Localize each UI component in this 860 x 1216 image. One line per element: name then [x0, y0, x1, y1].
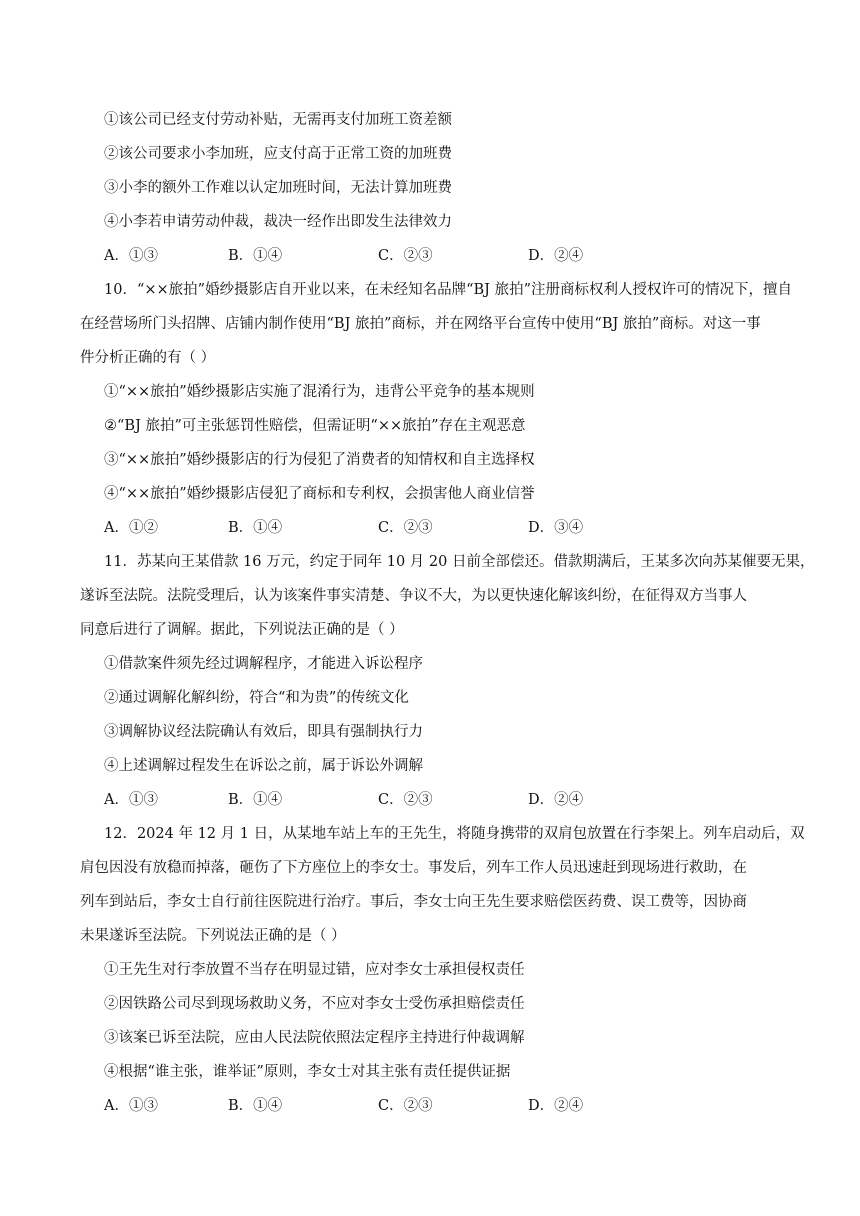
question-stem-line: 同意后进行了调解。据此，下列说法正确的是（ ）	[80, 622, 404, 638]
option-b[interactable]: B．①④	[228, 792, 283, 808]
option-d[interactable]: D．②④	[528, 1098, 584, 1114]
statement-2: ②通过调解化解纠纷，符合“和为贵”的传统文化	[104, 690, 409, 706]
answer-options	[104, 790, 804, 810]
option-c[interactable]: C．②③	[378, 1098, 433, 1114]
statement-3: ③“××旅拍”婚纱摄影店的行为侵犯了消费者的知情权和自主选择权	[104, 452, 535, 468]
statement-2: ②因铁路公司尽到现场救助义务，不应对李女士受伤承担赔偿责任	[104, 996, 525, 1012]
option-c[interactable]: C．②③	[378, 248, 433, 264]
statement-1: ①该公司已经支付劳动补贴，无需再支付加班工资差额	[104, 112, 452, 128]
option-a[interactable]: A．①③	[104, 1098, 158, 1114]
statement-1: ①王先生对行李放置不当存在明显过错，应对李女士承担侵权责任	[104, 962, 525, 978]
question-stem-line: 在经营场所门头招牌、店铺内制作使用“BJ 旅拍”商标，并在网络平台宣传中使用“BJ 旅拍”商标。对这一事	[80, 316, 761, 332]
option-d[interactable]: D．②④	[528, 248, 584, 264]
statement-4: ④小李若申请劳动仲裁，裁决一经作出即发生法律效力	[104, 214, 452, 230]
answer-options	[104, 1096, 804, 1116]
option-d[interactable]: D．②④	[528, 792, 584, 808]
question-stem-line: 遂诉至法院。法院受理后，认为该案件事实清楚、争议不大，为以更快速化解该纠纷，在征得双方当事人	[80, 588, 747, 604]
question-stem-line: 未果遂诉至法院。下列说法正确的是（ ）	[80, 928, 346, 944]
question-stem-line: 肩包因没有放稳而掉落，砸伤了下方座位上的李女士。事发后，列车工作人员迅速赶到现场进行救助，在	[80, 860, 747, 876]
statement-1: ①借款案件须先经过调解程序，才能进入诉讼程序	[104, 656, 423, 672]
statement-4: ④根据“谁主张，谁举证”原则，李女士对其主张有责任提供证据	[104, 1064, 511, 1080]
statement-4: ④上述调解过程发生在诉讼之前，属于诉讼外调解	[104, 758, 423, 774]
question-stem-line: 12．2024 年 12 月 1 日，从某地车站上车的王先生，将随身携带的双肩包放置在行李架上。列车启动后，双	[104, 826, 805, 842]
question-stem-line: 11．苏某向王某借款 16 万元，约定于同年 10 月 20 日前全部偿还。借款期满后，王某多次向苏某催要无果，	[104, 554, 815, 570]
option-a[interactable]: A．①②	[104, 520, 158, 536]
statement-1: ①“××旅拍”婚纱摄影店实施了混淆行为，违背公平竞争的基本规则	[104, 384, 535, 400]
statement-2: ②该公司要求小李加班，应支付高于正常工资的加班费	[104, 146, 452, 162]
option-c[interactable]: C．②③	[378, 520, 433, 536]
question-stem-line: 10．“××旅拍”婚纱摄影店自开业以来，在未经知名品牌“BJ 旅拍”注册商标权利人授权许可的情况下，擅自	[104, 282, 792, 298]
option-b[interactable]: B．①④	[228, 1098, 283, 1114]
answer-options	[104, 518, 804, 538]
option-b[interactable]: B．①④	[228, 248, 283, 264]
statement-3: ③该案已诉至法院，应由人民法院依照法定程序主持进行仲裁调解	[104, 1030, 525, 1046]
option-c[interactable]: C．②③	[378, 792, 433, 808]
option-a[interactable]: A．①③	[104, 792, 158, 808]
question-stem-line: 列车到站后，李女士自行前往医院进行治疗。事后，李女士向王先生要求赔偿医药费、误工费等，因协商	[80, 894, 747, 910]
option-d[interactable]: D．③④	[528, 520, 584, 536]
answer-options	[104, 246, 804, 266]
option-a[interactable]: A．①③	[104, 248, 158, 264]
question-stem-line: 件分析正确的有（ ）	[80, 350, 216, 366]
option-b[interactable]: B．①④	[228, 520, 283, 536]
statement-2: ②“BJ 旅拍”可主张惩罚性赔偿，但需证明“××旅拍”存在主观恶意	[104, 418, 526, 434]
statement-4: ④“××旅拍”婚纱摄影店侵犯了商标和专利权，会损害他人商业信誉	[104, 486, 535, 502]
statement-3: ③调解协议经法院确认有效后，即具有强制执行力	[104, 724, 423, 740]
statement-3: ③小李的额外工作难以认定加班时间，无法计算加班费	[104, 180, 452, 196]
